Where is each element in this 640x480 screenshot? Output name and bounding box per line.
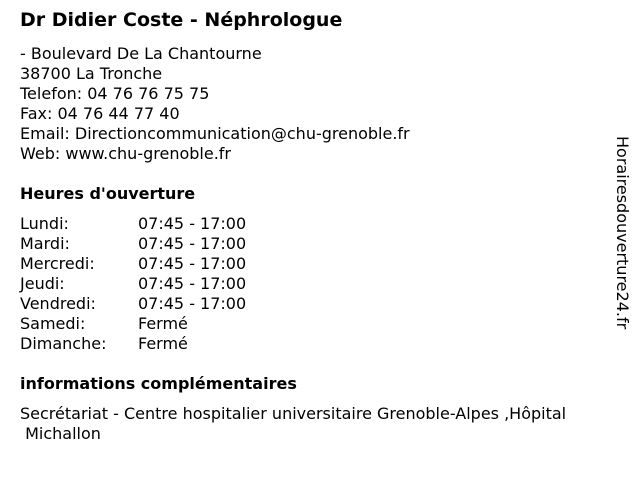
hours-time: 07:45 - 17:00 xyxy=(138,254,247,273)
hours-day: Vendredi: xyxy=(20,294,96,313)
info-text-line-1: Secrétariat - Centre hospitalier universitaire Grenoble-Alpes ,Hôpital xyxy=(20,404,567,423)
info-text-line-2: Michallon xyxy=(20,424,101,443)
site-watermark: Horairesdouverture24.fr xyxy=(613,136,632,330)
hours-time: 07:45 - 17:00 xyxy=(138,274,247,293)
web-line: Web: www.chu-grenoble.fr xyxy=(20,144,231,163)
hours-time: 07:45 - 17:00 xyxy=(138,294,247,313)
hours-day: Jeudi: xyxy=(20,274,65,293)
fax-line: Fax: 04 76 44 77 40 xyxy=(20,104,180,123)
email-line: Email: Directioncommunication@chu-grenoble.fr xyxy=(20,124,410,143)
hours-day: Dimanche: xyxy=(20,334,107,353)
hours-day: Lundi: xyxy=(20,214,69,233)
hours-day: Mardi: xyxy=(20,234,70,253)
hours-time: 07:45 - 17:00 xyxy=(138,234,247,253)
page-title: Dr Didier Coste - Néphrologue xyxy=(20,9,343,31)
hours-day: Samedi: xyxy=(20,314,86,333)
address-line-2: 38700 La Tronche xyxy=(20,64,163,83)
hours-day: Mercredi: xyxy=(20,254,95,273)
hours-time: Fermé xyxy=(138,314,188,333)
hours-heading: Heures d'ouverture xyxy=(20,184,196,203)
hours-time: Fermé xyxy=(138,334,188,353)
info-heading: informations complémentaires xyxy=(20,374,297,393)
hours-time: 07:45 - 17:00 xyxy=(138,214,247,233)
phone-line: Telefon: 04 76 76 75 75 xyxy=(20,84,210,103)
address-line-1: - Boulevard De La Chantourne xyxy=(20,44,262,63)
